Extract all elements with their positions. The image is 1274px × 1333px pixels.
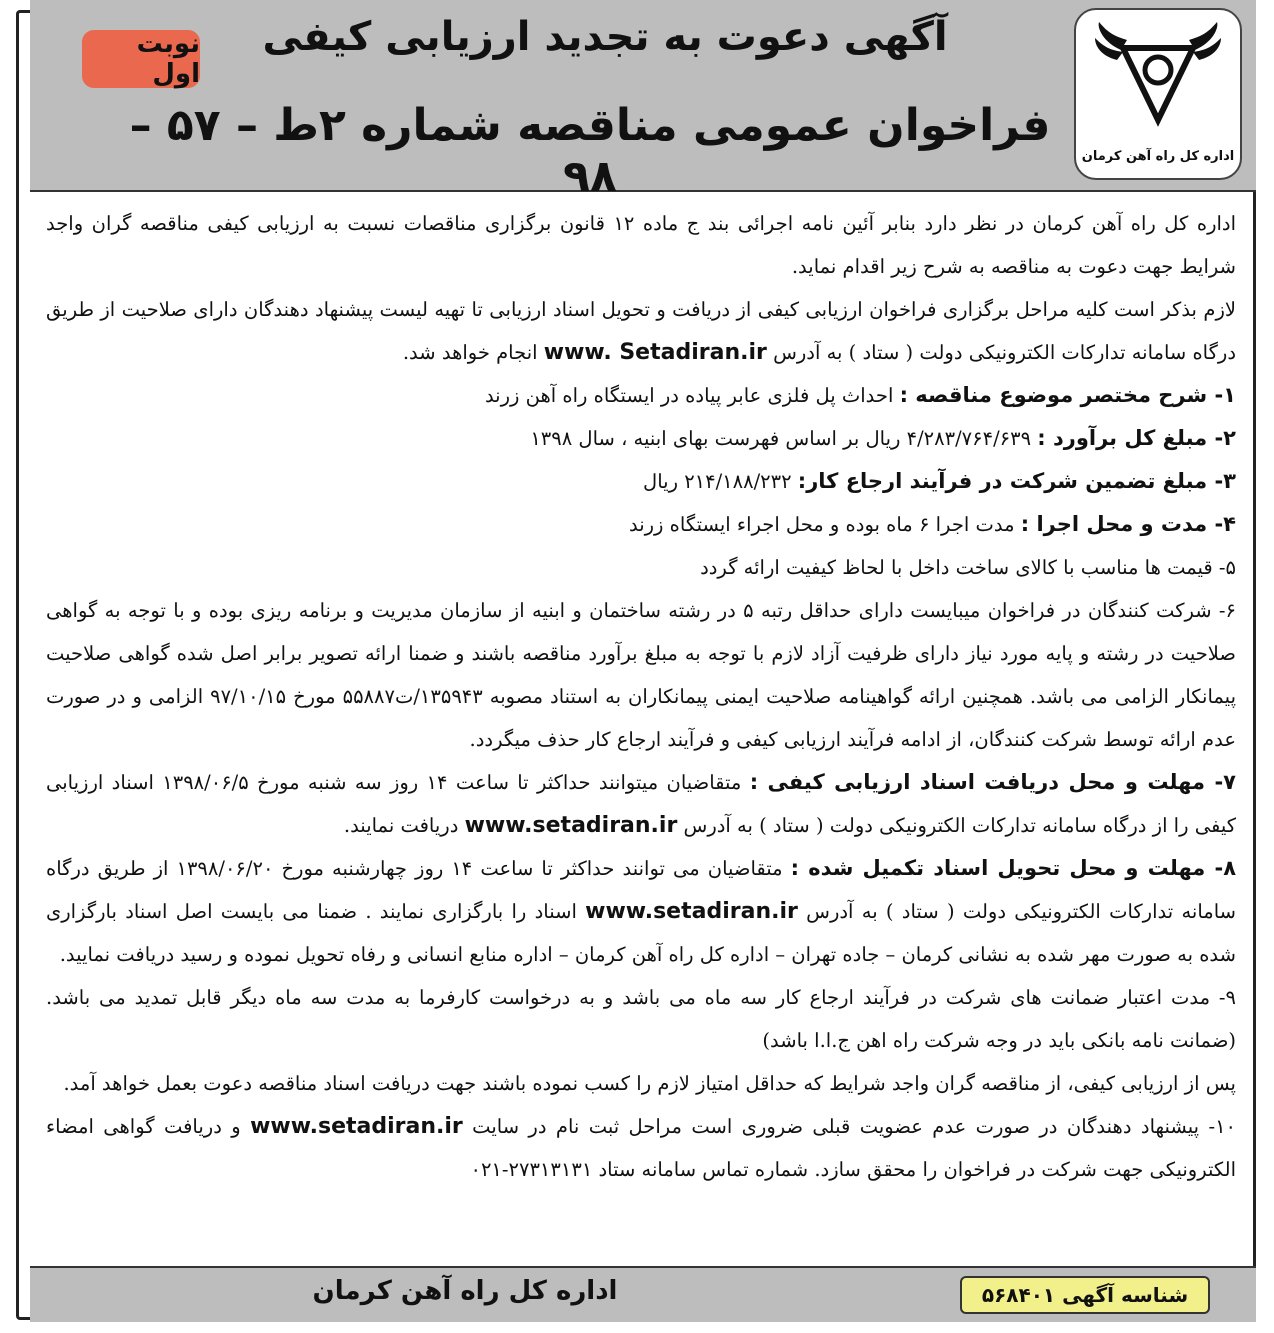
ad-id-badge: شناسه آگهی ۵۶۸۴۰۱ (960, 1276, 1210, 1314)
intro-paragraph-2: لازم بذکر است کلیه مراحل برگزاری فراخوان ارزیابی کیفی از دریافت و تحویل اسناد ارزیابی تا تهیه لیست پیشنهاد دهندگان دارای صلاحیت از طریق درگاه سامانه تدارکات الکترونیکی دولت ( ستاد ) به آدرس www. Setadiran.ir انجام خواهد شد. (46, 298, 1237, 365)
tender-number-title: فراخوان عمومی مناقصه شماره ۲ط – ۵۷ – ۹۸ (129, 100, 1051, 202)
item-3: ۳- مبلغ تضمین شرکت در فرآیند ارجاع کار: ۲۱۴/۱۸۸/۲۳۲ ریال (643, 469, 1236, 493)
notice-title: آگهی دعوت به تجدید ارزیابی کیفی (262, 14, 948, 60)
setad-link[interactable]: www.setadiran.ir (464, 813, 678, 838)
publication-round-badge: نوبت اول (82, 30, 200, 88)
item-4: ۴- مدت و محل اجرا : مدت اجرا ۶ ماه بوده و محل اجراء ایستگاه زرند (628, 512, 1236, 536)
setad-link[interactable]: www. Setadiran.ir (543, 340, 767, 365)
intro-paragraph: اداره کل راه آهن کرمان در نظر دارد بنابر آئین نامه اجرائی بند ج ماده ۱۲ قانون برگزاری مناقصات نسبت به ارزیابی کیفی مناقصه گران واجد شرایط جهت دعوت به مناقصه به شرح زیر اقدام نماید. (46, 212, 1236, 278)
winged-emblem-icon (1093, 20, 1223, 130)
item-7: ۷- مهلت و محل دریافت اسناد ارزیابی کیفی : متقاضیان میتوانند حداکثر تا ساعت ۱۴ روز سه شنبه مورخ ۱۳۹۸/۰۶/۵ اسناد ارزیابی کیفی را از درگاه سامانه تدارکات الکترونیکی دولت ( ستاد ) به آدرس www.setadiran.ir دریافت نمایند. (46, 770, 1236, 838)
item-5: ۵- قیمت ها مناسب با کالای ساخت داخل با لحاظ کیفیت ارائه گردد (700, 556, 1236, 579)
item-6: ۶- شرکت کنندگان در فراخوان میبایست دارای حداقل رتبه ۵ در رشته ساختمان و ابنیه از سازمان مدیریت و برنامه ریزی بوده و با توجه به گواهی صلاحیت در رشته و پایه مورد نیاز دارای ظرفیت آزاد لازم با توجه به مبلغ برآورد مناقصه باشند و ضمنا ارائه تصویر برابر اصل شده گواهی صلاحیت پیمانکار الزامی می باشد. همچنین ارائه گواهینامه صلاحیت ایمنی پیمانکاران به استناد مصوبه ۱۳۵۹۴۳/ت۵۵۸۸۷ مورخ ۹۷/۱۰/۱۵ الزامی و در صورت عدم ارائه توسط شرکت کنندگان، از ادامه فرآیند ارزیابی کیفی و فرآیند ارجاع کار حذف میگردد. (46, 599, 1236, 751)
logo-caption: اداره کل راه آهن کرمان (1081, 149, 1235, 164)
item-2: ۲- مبلغ کل برآورد : ۴/۲۸۳/۷۶۴/۶۳۹ ریال بر اساس فهرست بهای ابنیه ، سال ۱۳۹۸ (530, 426, 1236, 450)
issuer-name: اداره کل راه آهن کرمان (312, 1276, 618, 1306)
notice-header (30, 0, 1256, 202)
logo (1074, 8, 1242, 180)
item-10: ۱۰- پیشنهاد دهندگان در صورت عدم عضویت قبلی ضروری است مراحل ثبت نام در سایت www.setadiran.ir و دریافت گواهی امضاء الکترونیکی جهت شرکت در فراخوان را محقق سازد. شماره تماس سامانه ستاد ۲۷۳۱۳۱۳۱-۰۲۱ (46, 1114, 1237, 1181)
item-1: ۱- شرح مختصر موضوع مناقصه : احداث پل فلزی عابر پیاده در ایستگاه راه آهن زرند (484, 383, 1236, 407)
setad-link[interactable]: www.setadiran.ir (585, 899, 798, 924)
post-evaluation-note: پس از ارزیابی کیفی، از مناقصه گران واجد شرایط که حداقل امتیاز لازم را کسب نموده باشند جهت دریافت اسناد مناقصه دعوت بعمل خواهد آمد. (63, 1072, 1236, 1095)
notice-body (46, 202, 1236, 1191)
item-9: ۹- مدت اعتبار ضمانت های شرکت در فرآیند ارجاع کار سه ماه می باشد و به درخواست کارفرما به مدت سه ماه دیگر قابل تمدید می باشد. (ضمانت نامه بانکی باید در وجه شرکت راه اهن ج.ا.ا باشد) (46, 986, 1236, 1052)
setad-link[interactable]: www.setadiran.ir (250, 1114, 463, 1139)
notice-footer (30, 1266, 1256, 1322)
item-8: ۸- مهلت و محل تحویل اسناد تکمیل شده : متقاضیان می توانند حداکثر تا ساعت ۱۴ روز چهارشنبه مورخ ۱۳۹۸/۰۶/۲۰ از طریق درگاه سامانه تدارکات الکترونیکی دولت ( ستاد ) به آدرس www.setadiran.ir اسناد را بارگزاری نمایند . ضمنا می بایست اصل اسناد بارگزاری شده به صورت مهر شده به نشانی کرمان – جاده تهران – اداره کل راه آهن کرمان – اداره منابع انسانی و رفاه تحویل نموده و رسید دریافت نمایید. (46, 856, 1237, 966)
